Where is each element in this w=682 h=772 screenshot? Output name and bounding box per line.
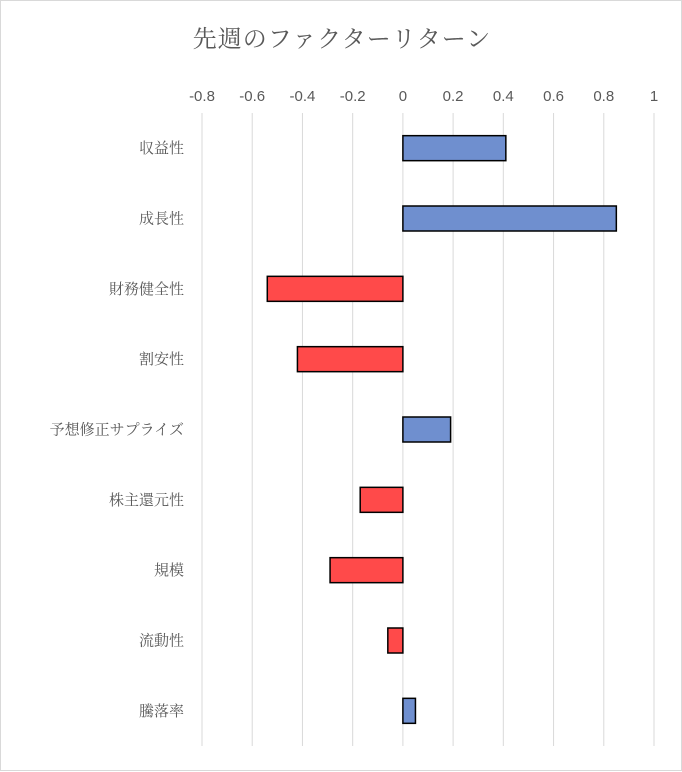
chart-title: 先週のファクターリターン: [192, 25, 492, 53]
category-label: 割安性: [138, 350, 184, 369]
x-tick-label: -0.6: [239, 88, 266, 105]
bar-2: [403, 206, 616, 231]
bar-8: [388, 628, 403, 653]
x-tick-label: 0.8: [593, 88, 615, 105]
category-label: 成長性: [138, 209, 184, 228]
x-tick-label: 0: [398, 88, 408, 105]
category-label: 株主還元性: [108, 490, 184, 509]
bar-5: [403, 417, 451, 442]
category-label: 騰落率: [138, 701, 184, 720]
category-label: 流動性: [138, 631, 184, 650]
x-tick-label: 0.4: [492, 88, 514, 105]
x-tick-label: -0.2: [339, 88, 366, 105]
category-label: 収益性: [138, 139, 184, 158]
x-tick-label: 0.6: [543, 88, 564, 105]
chart-plot: [1, 1, 682, 772]
bar-4: [297, 347, 402, 372]
bar-9: [403, 698, 416, 723]
category-label: 予想修正サプライズ: [49, 420, 184, 439]
x-tick-label: 0.2: [442, 88, 464, 105]
bar-1: [403, 136, 506, 161]
bar-6: [360, 487, 403, 512]
bar-3: [267, 276, 403, 301]
x-tick-label: -0.8: [189, 88, 215, 105]
category-label: 財務健全性: [108, 279, 184, 298]
bar-7: [330, 558, 403, 583]
x-tick-label: 1: [649, 88, 659, 105]
x-tick-label: -0.4: [289, 88, 316, 105]
category-label: 規模: [153, 561, 184, 580]
